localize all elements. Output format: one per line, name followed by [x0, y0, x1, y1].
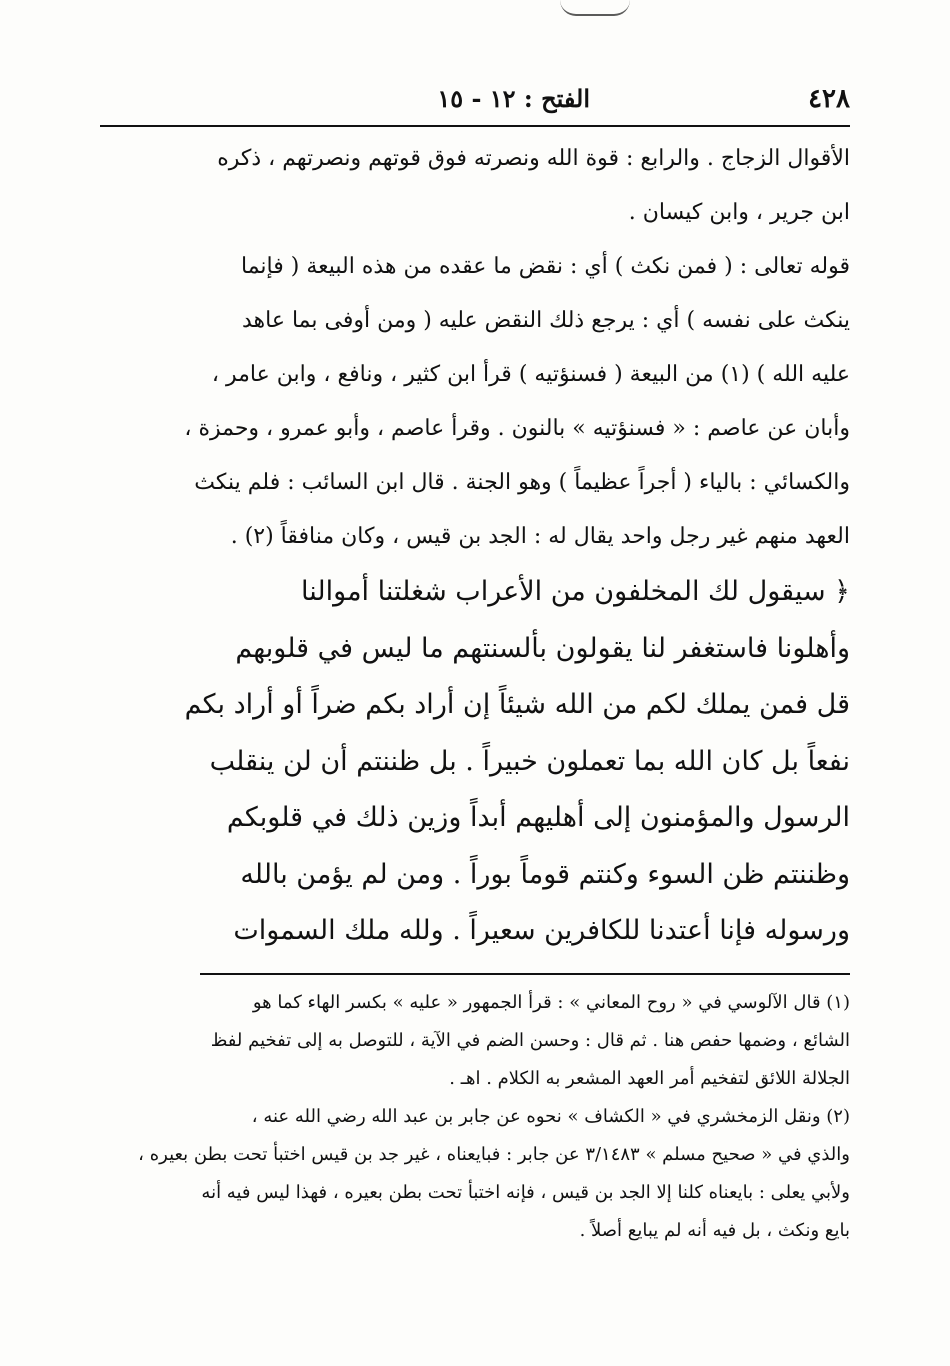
text-line: والكسائي : بالياء ( أجراً عظيماً ) وهو الجنة . قال ابن السائب : فلم ينكث: [194, 470, 850, 495]
text-line: عليه الله ) (١) من البيعة ( فسنؤتيه ) قرأ ابن كثير ، ونافع ، وابن عامر ،: [211, 362, 850, 387]
text-line: قوله تعالى : ( فمن نكث ) أي : نقض ما عقده من هذه البيعة ( فإنما: [240, 254, 850, 279]
text-line: الأقوال الزجاج . والرابع : قوة الله ونصرته فوق قوتهم ونصرتهم ، ذكره: [217, 146, 850, 171]
verse-line: ﴿ سيقول لك المخلفون من الأعراب شغلتنا أموالنا: [301, 576, 850, 607]
page-header: [100, 76, 850, 120]
footnote-line: الشائع ، وضمها حفص هنا . ثم قال : وحسن الضم في الآية ، للتوصل به إلى تفخيم لفظ: [210, 1030, 850, 1051]
footnote-line: والذي في « صحيح مسلم » ٣/١٤٨٣ عن جابر : فبايعناه ، غير جد بن قيس اختبأ تحت بطن بعيره ،: [138, 1144, 850, 1165]
footnotes: [100, 984, 850, 1250]
quran-verse-block: [100, 564, 850, 960]
header-rule: [100, 125, 850, 127]
verse-line: ورسوله فإنا أعتدنا للكافرين سعيراً . ولله ملك السموات: [233, 915, 850, 946]
text-line: العهد منهم غير رجل واحد يقال له : الجد بن قيس ، وكان منافقاً (٢) .: [230, 524, 850, 549]
verse-line: الرسول والمؤمنون إلى أهليهم أبداً وزين ذلك في قلوبكم: [226, 802, 850, 833]
footnote-line: بايع ونكث ، بل فيه أنه لم يبايع أصلاً .: [579, 1220, 850, 1241]
scan-artifact-mark: [560, 0, 630, 16]
commentary-block: [100, 132, 850, 564]
text-line: ابن جرير ، وابن كيسان .: [628, 200, 850, 225]
page-number: ٤٢٨: [808, 84, 850, 114]
verse-line: وأهلونا فاستغفر لنا يقولون بألسنتهم ما ليس في قلوبهم: [235, 632, 850, 664]
footnote-rule: [200, 973, 850, 975]
verse-line: وظننتم ظن السوء وكنتم قوماً بوراً . ومن لم يؤمن بالله: [240, 858, 850, 890]
footnote-line: (١) قال الآلوسي في « روح المعاني » : قرأ الجمهور « عليه » بكسر الهاء كما هو: [252, 992, 850, 1013]
verse-line: قل فمن يملك لكم من الله شيئاً إن أراد بكم ضراً أو أراد بكم: [184, 689, 850, 720]
footnote-line: الجلالة اللائق لتفخيم أمر العهد المشعر به الكلام . اهـ .: [449, 1068, 850, 1089]
footnote-line: (٢) ونقل الزمخشري في « الكشاف » نحوه عن جابر بن عبد الله رضي الله عنه ،: [251, 1106, 850, 1127]
text-line: ينكث على نفسه ) أي : يرجع ذلك النقض عليه ( ومن أوفى بما عاهد: [241, 308, 850, 333]
running-title: الفتح : ١٢ - ١٥: [437, 84, 590, 113]
footnote-line: ولأبي يعلى : بايعناه كلنا إلا الجد بن قيس ، فإنه اختبأ تحت بطن بعيره ، فهذا ليس فيه أنه: [201, 1182, 850, 1203]
text-line: وأبان عن عاصم : « فسنؤتيه » بالنون . وقرأ عاصم ، وأبو عمرو ، وحمزة ،: [184, 416, 850, 441]
main-text: [100, 132, 850, 960]
verse-line: نفعاً بل كان الله بما تعملون خبيراً . بل ظننتم أن لن ينقلب: [209, 745, 850, 777]
